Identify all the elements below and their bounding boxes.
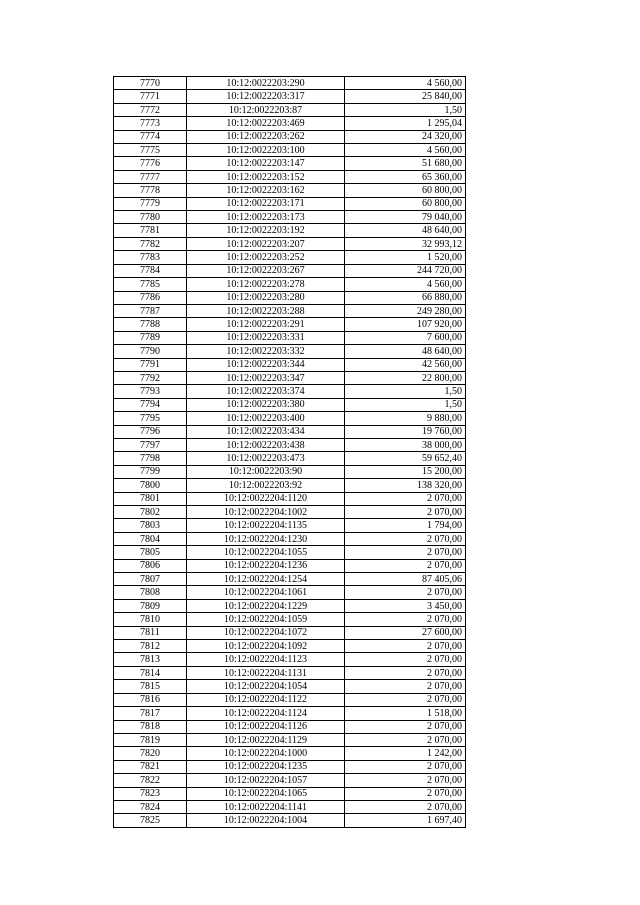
table-row — [114, 170, 466, 183]
cadastral-number-cell: 10:12:0022203:267 — [187, 264, 345, 277]
row-number-cell: 7779 — [114, 197, 187, 210]
cadastral-number-cell: 10:12:0022203:380 — [187, 398, 345, 411]
row-number-cell: 7799 — [114, 465, 187, 478]
row-number-cell: 7792 — [114, 371, 187, 384]
table-row — [114, 800, 466, 813]
table-row — [114, 559, 466, 572]
row-number-cell: 7790 — [114, 345, 187, 358]
cadastral-number-cell: 10:12:0022204:1123 — [187, 653, 345, 666]
table-row — [114, 626, 466, 639]
row-number-cell: 7794 — [114, 398, 187, 411]
amount-cell: 3 450,00 — [345, 599, 466, 612]
table-row — [114, 412, 466, 425]
row-number-cell: 7825 — [114, 814, 187, 827]
table-row — [114, 613, 466, 626]
table-row — [114, 425, 466, 438]
amount-cell: 2 070,00 — [345, 586, 466, 599]
row-number-cell: 7770 — [114, 77, 187, 90]
row-number-cell: 7814 — [114, 666, 187, 679]
cadastral-number-cell: 10:12:0022203:331 — [187, 331, 345, 344]
row-number-cell: 7821 — [114, 760, 187, 773]
cadastral-number-cell: 10:12:0022204:1055 — [187, 546, 345, 559]
row-number-cell: 7801 — [114, 492, 187, 505]
table-row — [114, 519, 466, 532]
cadastral-number-cell: 10:12:0022203:100 — [187, 144, 345, 157]
cadastral-number-cell: 10:12:0022204:1065 — [187, 787, 345, 800]
table-row — [114, 103, 466, 116]
amount-cell: 1,50 — [345, 398, 466, 411]
amount-cell: 87 405,06 — [345, 573, 466, 586]
table-row — [114, 546, 466, 559]
amount-cell: 65 360,00 — [345, 170, 466, 183]
row-number-cell: 7781 — [114, 224, 187, 237]
row-number-cell: 7773 — [114, 117, 187, 130]
table-row — [114, 653, 466, 666]
amount-cell: 2 070,00 — [345, 733, 466, 746]
table-row — [114, 680, 466, 693]
cadastral-number-cell: 10:12:0022203:92 — [187, 479, 345, 492]
cadastral-number-cell: 10:12:0022204:1229 — [187, 599, 345, 612]
amount-cell: 19 760,00 — [345, 425, 466, 438]
table-row — [114, 251, 466, 264]
row-number-cell: 7822 — [114, 774, 187, 787]
row-number-cell: 7778 — [114, 184, 187, 197]
row-number-cell: 7809 — [114, 599, 187, 612]
table-row — [114, 291, 466, 304]
table-row — [114, 720, 466, 733]
table-row — [114, 492, 466, 505]
amount-cell: 4 560,00 — [345, 278, 466, 291]
amount-cell: 107 920,00 — [345, 318, 466, 331]
cadastral-number-cell: 10:12:0022203:290 — [187, 77, 345, 90]
amount-cell: 25 840,00 — [345, 90, 466, 103]
cadastral-number-cell: 10:12:0022204:1129 — [187, 733, 345, 746]
amount-cell: 2 070,00 — [345, 653, 466, 666]
amount-cell: 24 320,00 — [345, 130, 466, 143]
row-number-cell: 7804 — [114, 532, 187, 545]
amount-cell: 2 070,00 — [345, 787, 466, 800]
table-row — [114, 506, 466, 519]
amount-cell: 1 794,00 — [345, 519, 466, 532]
cadastral-number-cell: 10:12:0022203:332 — [187, 345, 345, 358]
amount-cell: 2 070,00 — [345, 760, 466, 773]
row-number-cell: 7785 — [114, 278, 187, 291]
table-row — [114, 197, 466, 210]
row-number-cell: 7803 — [114, 519, 187, 532]
table-row — [114, 693, 466, 706]
table-row — [114, 144, 466, 157]
amount-cell: 2 070,00 — [345, 720, 466, 733]
amount-cell: 48 640,00 — [345, 345, 466, 358]
cadastral-number-cell: 10:12:0022203:317 — [187, 90, 345, 103]
row-number-cell: 7791 — [114, 358, 187, 371]
table-row — [114, 211, 466, 224]
row-number-cell: 7824 — [114, 800, 187, 813]
amount-cell: 138 320,00 — [345, 479, 466, 492]
cadastral-number-cell: 10:12:0022204:1054 — [187, 680, 345, 693]
cadastral-number-cell: 10:12:0022203:87 — [187, 103, 345, 116]
table-row — [114, 278, 466, 291]
amount-cell: 48 640,00 — [345, 224, 466, 237]
row-number-cell: 7815 — [114, 680, 187, 693]
amount-cell: 2 070,00 — [345, 666, 466, 679]
table-row — [114, 707, 466, 720]
amount-cell: 1,50 — [345, 103, 466, 116]
cadastral-number-cell: 10:12:0022203:152 — [187, 170, 345, 183]
cadastral-number-cell: 10:12:0022203:473 — [187, 452, 345, 465]
cadastral-number-cell: 10:12:0022204:1254 — [187, 573, 345, 586]
row-number-cell: 7772 — [114, 103, 187, 116]
amount-cell: 2 070,00 — [345, 640, 466, 653]
table-row — [114, 479, 466, 492]
table-row — [114, 224, 466, 237]
row-number-cell: 7783 — [114, 251, 187, 264]
table-row — [114, 747, 466, 760]
cadastral-number-cell: 10:12:0022204:1002 — [187, 506, 345, 519]
amount-cell: 9 880,00 — [345, 412, 466, 425]
cadastral-value-table — [113, 76, 466, 828]
amount-cell: 32 993,12 — [345, 237, 466, 250]
cadastral-number-cell: 10:12:0022204:1061 — [187, 586, 345, 599]
row-number-cell: 7820 — [114, 747, 187, 760]
row-number-cell: 7810 — [114, 613, 187, 626]
table-row — [114, 331, 466, 344]
cadastral-number-cell: 10:12:0022204:1126 — [187, 720, 345, 733]
cadastral-number-cell: 10:12:0022204:1124 — [187, 707, 345, 720]
row-number-cell: 7788 — [114, 318, 187, 331]
amount-cell: 60 800,00 — [345, 197, 466, 210]
cadastral-number-cell: 10:12:0022204:1092 — [187, 640, 345, 653]
amount-cell: 59 652,40 — [345, 452, 466, 465]
cadastral-number-cell: 10:12:0022203:280 — [187, 291, 345, 304]
cadastral-number-cell: 10:12:0022204:1141 — [187, 800, 345, 813]
cadastral-number-cell: 10:12:0022203:469 — [187, 117, 345, 130]
amount-cell: 249 280,00 — [345, 304, 466, 317]
amount-cell: 1 242,00 — [345, 747, 466, 760]
cadastral-number-cell: 10:12:0022204:1122 — [187, 693, 345, 706]
row-number-cell: 7807 — [114, 573, 187, 586]
amount-cell: 1 520,00 — [345, 251, 466, 264]
table-row — [114, 599, 466, 612]
amount-cell: 2 070,00 — [345, 492, 466, 505]
amount-cell: 2 070,00 — [345, 559, 466, 572]
cadastral-number-cell: 10:12:0022204:1057 — [187, 774, 345, 787]
amount-cell: 66 880,00 — [345, 291, 466, 304]
table-row — [114, 640, 466, 653]
row-number-cell: 7780 — [114, 211, 187, 224]
cadastral-number-cell: 10:12:0022204:1120 — [187, 492, 345, 505]
row-number-cell: 7802 — [114, 506, 187, 519]
table-row — [114, 532, 466, 545]
row-number-cell: 7797 — [114, 438, 187, 451]
amount-cell: 1 697,40 — [345, 814, 466, 827]
row-number-cell: 7806 — [114, 559, 187, 572]
amount-cell: 7 600,00 — [345, 331, 466, 344]
row-number-cell: 7813 — [114, 653, 187, 666]
row-number-cell: 7774 — [114, 130, 187, 143]
row-number-cell: 7777 — [114, 170, 187, 183]
cadastral-number-cell: 10:12:0022203:207 — [187, 237, 345, 250]
cadastral-number-cell: 10:12:0022203:173 — [187, 211, 345, 224]
table-row — [114, 774, 466, 787]
amount-cell: 1 295,04 — [345, 117, 466, 130]
row-number-cell: 7800 — [114, 479, 187, 492]
row-number-cell: 7795 — [114, 412, 187, 425]
amount-cell: 2 070,00 — [345, 546, 466, 559]
table-row — [114, 264, 466, 277]
amount-cell: 60 800,00 — [345, 184, 466, 197]
cadastral-number-cell: 10:12:0022204:1004 — [187, 814, 345, 827]
table-row — [114, 398, 466, 411]
amount-cell: 4 560,00 — [345, 144, 466, 157]
cadastral-number-cell: 10:12:0022203:278 — [187, 278, 345, 291]
table-row — [114, 814, 466, 827]
amount-cell: 38 000,00 — [345, 438, 466, 451]
table-row — [114, 666, 466, 679]
row-number-cell: 7805 — [114, 546, 187, 559]
cadastral-number-cell: 10:12:0022203:344 — [187, 358, 345, 371]
cadastral-number-cell: 10:12:0022204:1230 — [187, 532, 345, 545]
table-row — [114, 90, 466, 103]
cadastral-number-cell: 10:12:0022203:262 — [187, 130, 345, 143]
cadastral-number-cell: 10:12:0022203:291 — [187, 318, 345, 331]
row-number-cell: 7817 — [114, 707, 187, 720]
cadastral-number-cell: 10:12:0022203:347 — [187, 371, 345, 384]
cadastral-number-cell: 10:12:0022203:192 — [187, 224, 345, 237]
table-row — [114, 345, 466, 358]
cadastral-number-cell: 10:12:0022203:434 — [187, 425, 345, 438]
table-row — [114, 358, 466, 371]
table-row — [114, 787, 466, 800]
amount-cell: 1,50 — [345, 385, 466, 398]
row-number-cell: 7816 — [114, 693, 187, 706]
cadastral-number-cell: 10:12:0022203:162 — [187, 184, 345, 197]
row-number-cell: 7812 — [114, 640, 187, 653]
row-number-cell: 7808 — [114, 586, 187, 599]
amount-cell: 15 200,00 — [345, 465, 466, 478]
table-row — [114, 130, 466, 143]
amount-cell: 2 070,00 — [345, 532, 466, 545]
cadastral-number-cell: 10:12:0022203:171 — [187, 197, 345, 210]
table-row — [114, 77, 466, 90]
table-row — [114, 586, 466, 599]
table-row — [114, 438, 466, 451]
amount-cell: 79 040,00 — [345, 211, 466, 224]
row-number-cell: 7796 — [114, 425, 187, 438]
row-number-cell: 7775 — [114, 144, 187, 157]
table-row — [114, 452, 466, 465]
amount-cell: 2 070,00 — [345, 680, 466, 693]
row-number-cell: 7782 — [114, 237, 187, 250]
row-number-cell: 7793 — [114, 385, 187, 398]
row-number-cell: 7787 — [114, 304, 187, 317]
row-number-cell: 7786 — [114, 291, 187, 304]
cadastral-number-cell: 10:12:0022203:438 — [187, 438, 345, 451]
cadastral-number-cell: 10:12:0022203:374 — [187, 385, 345, 398]
row-number-cell: 7811 — [114, 626, 187, 639]
amount-cell: 51 680,00 — [345, 157, 466, 170]
cadastral-number-cell: 10:12:0022204:1236 — [187, 559, 345, 572]
amount-cell: 27 600,00 — [345, 626, 466, 639]
table-row — [114, 184, 466, 197]
row-number-cell: 7784 — [114, 264, 187, 277]
cadastral-number-cell: 10:12:0022204:1235 — [187, 760, 345, 773]
amount-cell: 2 070,00 — [345, 693, 466, 706]
amount-cell: 1 518,00 — [345, 707, 466, 720]
cadastral-number-cell: 10:12:0022203:90 — [187, 465, 345, 478]
cadastral-number-cell: 10:12:0022204:1059 — [187, 613, 345, 626]
table-row — [114, 318, 466, 331]
amount-cell: 42 560,00 — [345, 358, 466, 371]
table-row — [114, 573, 466, 586]
table-row — [114, 465, 466, 478]
table-row — [114, 760, 466, 773]
row-number-cell: 7823 — [114, 787, 187, 800]
amount-cell: 2 070,00 — [345, 774, 466, 787]
cadastral-number-cell: 10:12:0022204:1135 — [187, 519, 345, 532]
amount-cell: 2 070,00 — [345, 613, 466, 626]
table-body — [114, 77, 466, 828]
amount-cell: 4 560,00 — [345, 77, 466, 90]
table-row — [114, 385, 466, 398]
amount-cell: 2 070,00 — [345, 506, 466, 519]
row-number-cell: 7789 — [114, 331, 187, 344]
cadastral-number-cell: 10:12:0022203:400 — [187, 412, 345, 425]
cadastral-number-cell: 10:12:0022203:288 — [187, 304, 345, 317]
table-row — [114, 371, 466, 384]
cadastral-number-cell: 10:12:0022204:1000 — [187, 747, 345, 760]
row-number-cell: 7818 — [114, 720, 187, 733]
cadastral-number-cell: 10:12:0022204:1072 — [187, 626, 345, 639]
table-row — [114, 117, 466, 130]
amount-cell: 22 800,00 — [345, 371, 466, 384]
row-number-cell: 7819 — [114, 733, 187, 746]
row-number-cell: 7798 — [114, 452, 187, 465]
table-row — [114, 157, 466, 170]
table-row — [114, 304, 466, 317]
amount-cell: 244 720,00 — [345, 264, 466, 277]
table-row — [114, 237, 466, 250]
row-number-cell: 7771 — [114, 90, 187, 103]
table-row — [114, 733, 466, 746]
cadastral-number-cell: 10:12:0022204:1131 — [187, 666, 345, 679]
cadastral-number-cell: 10:12:0022203:252 — [187, 251, 345, 264]
row-number-cell: 7776 — [114, 157, 187, 170]
cadastral-number-cell: 10:12:0022203:147 — [187, 157, 345, 170]
amount-cell: 2 070,00 — [345, 800, 466, 813]
